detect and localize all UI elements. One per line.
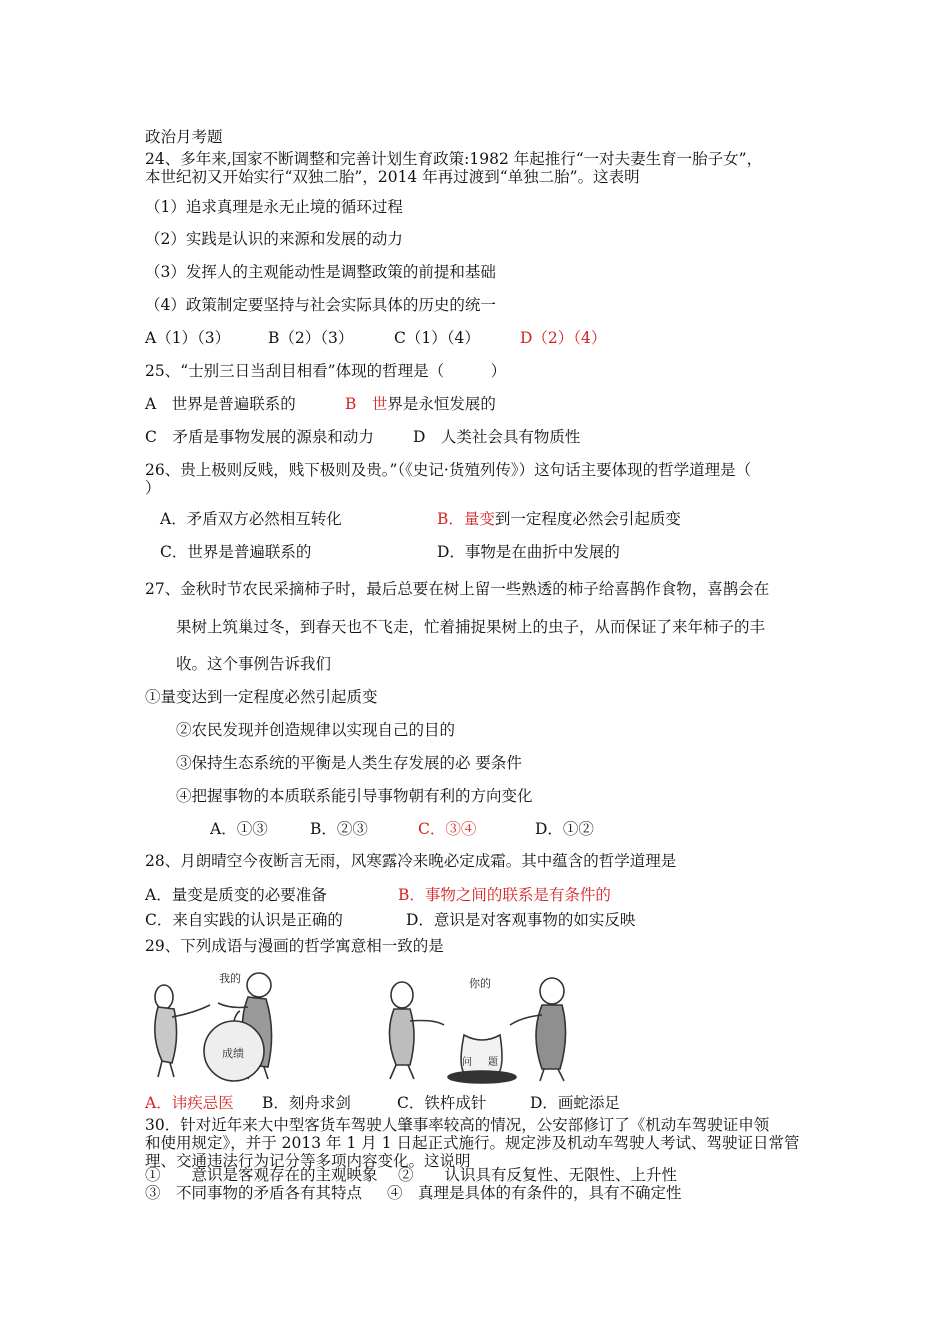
q28-stem: 28、月朗晴空今夜断言无雨，风寒露冷来晚必定成霜。其中蕴含的哲学道理是 [145, 852, 677, 870]
q27-item-2: ②农民发现并创造规律以实现自己的目的 [176, 721, 456, 739]
q24-stem-line2: 本世纪初又开始实行“双独二胎”，2014 年再过渡到“单独二胎”。这表明 [145, 168, 640, 186]
q27-option-d: D．①② [535, 820, 594, 838]
q30-item-2: ② 认识具有反复性、无限性、上升性 [398, 1166, 678, 1184]
q24-item-2: （2）实践是认识的来源和发展的动力 [145, 230, 403, 248]
cartoon-right-caption: 你的 [469, 977, 491, 990]
q28-option-d: D．意识是对客观事物的如实反映 [406, 911, 636, 929]
cartoon-right-apple-label-2: 题 [488, 1057, 498, 1068]
q28-option-b-answer: B．事物之间的联系是有条件的 [398, 886, 611, 904]
q26-option-b-answer [437, 510, 681, 528]
q26-option-c: C．世界是普遍联系的 [160, 543, 312, 561]
q26-option-a: A．矛盾双方必然相互转化 [160, 510, 342, 528]
q25-option-a: A 世界是普遍联系的 [145, 395, 296, 413]
q25-option-b-text: 界是永恒发展的 [387, 395, 496, 413]
cartoon-right-apple-label-1: 问 [462, 1057, 472, 1068]
q25-option-b-answer [345, 395, 496, 413]
q30-item-3: ③ 不同事物的矛盾各有其特点 [145, 1184, 363, 1202]
q24-item-4: （4）政策制定要坚持与社会实际具体的历史的统一 [145, 296, 496, 314]
q29-cartoon-image [144, 965, 604, 1085]
q24-option-c: C（1）（4） [394, 329, 480, 347]
cartoon-left-apple-label: 成绩 [222, 1047, 244, 1060]
q30-stem-line1: 30．针对近年来大中型客货车驾驶人肇事率较高的情况，公安部修订了《机动车驾驶证申领 [145, 1116, 770, 1134]
q29-option-a-answer: A．讳疾忌医 [145, 1094, 234, 1112]
q27-option-b: B．②③ [310, 820, 368, 838]
q24-item-1: （1）追求真理是永无止境的循环过程 [145, 198, 403, 216]
q24-item-3: （3）发挥人的主观能动性是调整政策的前提和基础 [145, 263, 496, 281]
q29-option-b: B．刻舟求剑 [262, 1094, 351, 1112]
q24-stem-line1: 24、多年来,国家不断调整和完善计划生育政策:1982 年起推行“一对夫妻生育一胎子女”， [145, 150, 763, 168]
q27-item-4: ④把握事物的本质联系能引导事物朝有利的方向变化 [176, 787, 533, 805]
q25-stem: 25、“士别三日当刮目相看”体现的哲理是（ ） [145, 362, 507, 380]
doc-title: 政治月考题 [145, 128, 223, 146]
cartoon-right-panel [389, 978, 565, 1083]
q26-stem-line1: 26、贵上极则反贱，贱下极则及贵。”（《史记·货殖列传》）这句话主要体现的哲学道理是（ [145, 461, 752, 479]
q30-stem-line3: 理、交通违法行为记分等多项内容变化。这说明 [145, 1152, 471, 1170]
cartoon-left-panel [155, 973, 272, 1081]
q27-item-3: ③保持生态系统的平衡是人类生存发展的必 要条件 [176, 754, 522, 772]
q24-option-d-answer: D（2）（4） [520, 329, 607, 347]
q28-option-c: C．来自实践的认识是正确的 [145, 911, 343, 929]
q27-stem-line1: 27、金秋时节农民采摘柿子时，最后总要在树上留一些熟透的柿子给喜鹊作食物，喜鹊会在 [145, 580, 770, 598]
q30-stem-line2: 和使用规定》，并于 2013 年 1 月 1 日起正式施行。规定涉及机动车驾驶人考试、驾驶证日常管 [145, 1134, 800, 1152]
q29-option-c: C．铁杵成针 [397, 1094, 487, 1112]
q26-option-b-text: 到一定程度必然会引起质变 [494, 510, 681, 528]
q25-option-b-letter: B 世 [345, 395, 388, 413]
q30-item-4: ④ 真理是具体的有条件的，具有不确定性 [387, 1184, 682, 1202]
q26-option-b-red: B．量变 [437, 510, 495, 528]
q26-stem-line2: ） [145, 479, 161, 497]
q25-option-c: C 矛盾是事物发展的源泉和动力 [145, 428, 374, 446]
cartoon-left-caption: 我的 [219, 972, 241, 985]
q27-stem-line2: 果树上筑巢过冬，到春天也不飞走，忙着捕捉果树上的虫子，从而保证了来年柿子的丰 [176, 618, 766, 636]
q29-stem: 29、下列成语与漫画的哲学寓意相一致的是 [145, 937, 444, 955]
q27-item-1: ①量变达到一定程度必然引起质变 [145, 688, 378, 706]
q27-option-a: A．①③ [210, 820, 268, 838]
q28-option-a: A．量变是质变的必要准备 [145, 886, 327, 904]
q25-option-d: D 人类社会具有物质性 [413, 428, 581, 446]
q26-option-d: D．事物是在曲折中发展的 [437, 543, 620, 561]
q29-option-d: D．画蛇添足 [530, 1094, 620, 1112]
q27-option-c-answer: C．③④ [418, 820, 477, 838]
q30-item-1: ① 意识是客观存在的主观映象 [145, 1166, 378, 1184]
q24-option-b: B（2）（3） [268, 329, 354, 347]
q27-stem-line3: 收。这个事例告诉我们 [176, 655, 332, 673]
q24-option-a: A（1）（3） [145, 329, 231, 347]
